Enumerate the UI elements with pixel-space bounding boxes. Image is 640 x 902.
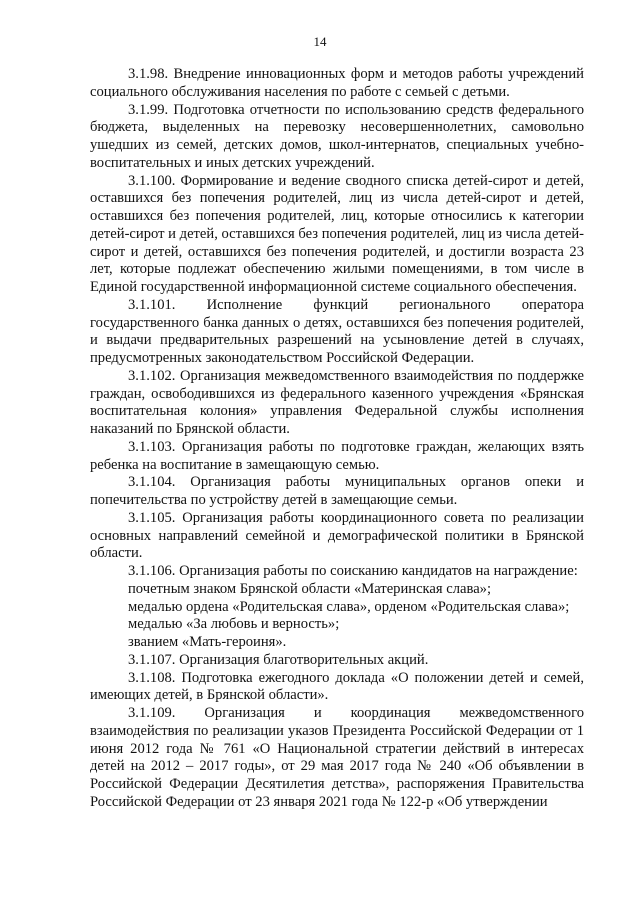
page-number: 14: [313, 34, 327, 49]
paragraph-3-1-101: 3.1.101. Исполнение функций регионального оператора государственного банка данных о детях, оставшихся без попечения родителей, и выдачи предварительных разрешений на усыновление детей в случаях, предусмотренных законодательством Российской Федерации.: [90, 296, 584, 366]
award-item: медалью «За любовь и верность»;: [128, 616, 340, 633]
paragraph-3-1-108: 3.1.108. Подготовка ежегодного доклада «О положении детей и семей, имеющих детей, в Брянской области».: [90, 669, 584, 704]
paragraph-3-1-106: [90, 563, 584, 652]
paragraph-3-1-104: 3.1.104. Организация работы муниципальных органов опеки и попечительства по устройству детей в замещающие семьи.: [90, 474, 584, 508]
paragraph-3-1-98: 3.1.98. Внедрение инновационных форм и методов работы учреждений социального обслуживания населения по работе с семьей с детьми.: [90, 66, 584, 100]
paragraph-3-1-107: 3.1.107. Организация благотворительных акций.: [128, 651, 429, 668]
award-item: почетным знаком Брянской области «Материнская слава»;: [128, 580, 492, 597]
paragraph-3-1-109: 3.1.109. Организация и координация межведомственного взаимодействия по реализации указов Президента Российской Федерации от 1 июня 2012 года № 761 «О Национальной стратегии действий в интересах детей на 2012 – 2017 годы», от 29 мая 2017 года № 240 «Об объявлении в Российской Федерации Десятилетия детства», распоряжения Правительства Российской Федерации от 23 января 2021 года № 122-р «Об утверждении: [90, 705, 584, 810]
paragraph-3-1-105: 3.1.105. Организация работы координационного совета по реализации основных направлений семейной и демографической политики в Брянской области.: [90, 509, 584, 562]
paragraph-3-1-106-intro: 3.1.106. Организация работы по соисканию кандидатов на награждение:: [128, 563, 578, 579]
award-item: званием «Мать-героиня».: [128, 634, 287, 650]
award-item: медалью ордена «Родительская слава», орденом «Родительская слава»;: [128, 598, 570, 615]
paragraph-3-1-102: 3.1.102. Организация межведомственного взаимодействия по поддержке граждан, освободившихся из федерального казенного учреждения «Брянская воспитательная колония» управления Федеральной службы исполнения наказаний по Брянской области.: [90, 367, 584, 437]
paragraph-3-1-99: 3.1.99. Подготовка отчетности по использованию средств федерального бюджета, выделенных на перевозку несовершеннолетних, самовольно ушедших из семей, детских домов, школ-интернатов, специальных учебно-воспитательных и иных детских учреждений.: [90, 101, 584, 171]
document-body: [90, 66, 584, 812]
paragraph-3-1-100: 3.1.100. Формирование и ведение сводного списка детей-сирот и детей, оставшихся без попечения родителей, лиц из числа детей-сирот и детей, оставшихся без попечения родителей, лиц, которые относились к категории детей-сирот и детей, оставшихся без попечения родителей, лиц из числа детей-сирот и детей, оставшихся без попечения родителей, и достигли возраста 23 лет, которые подлежат обеспечению жилыми помещениями, в том числе в Единой государственной информационной системе социального обеспечения.: [90, 172, 584, 295]
paragraph-3-1-103: 3.1.103. Организация работы по подготовке граждан, желающих взять ребенка на воспитание в замещающую семью.: [90, 438, 584, 473]
